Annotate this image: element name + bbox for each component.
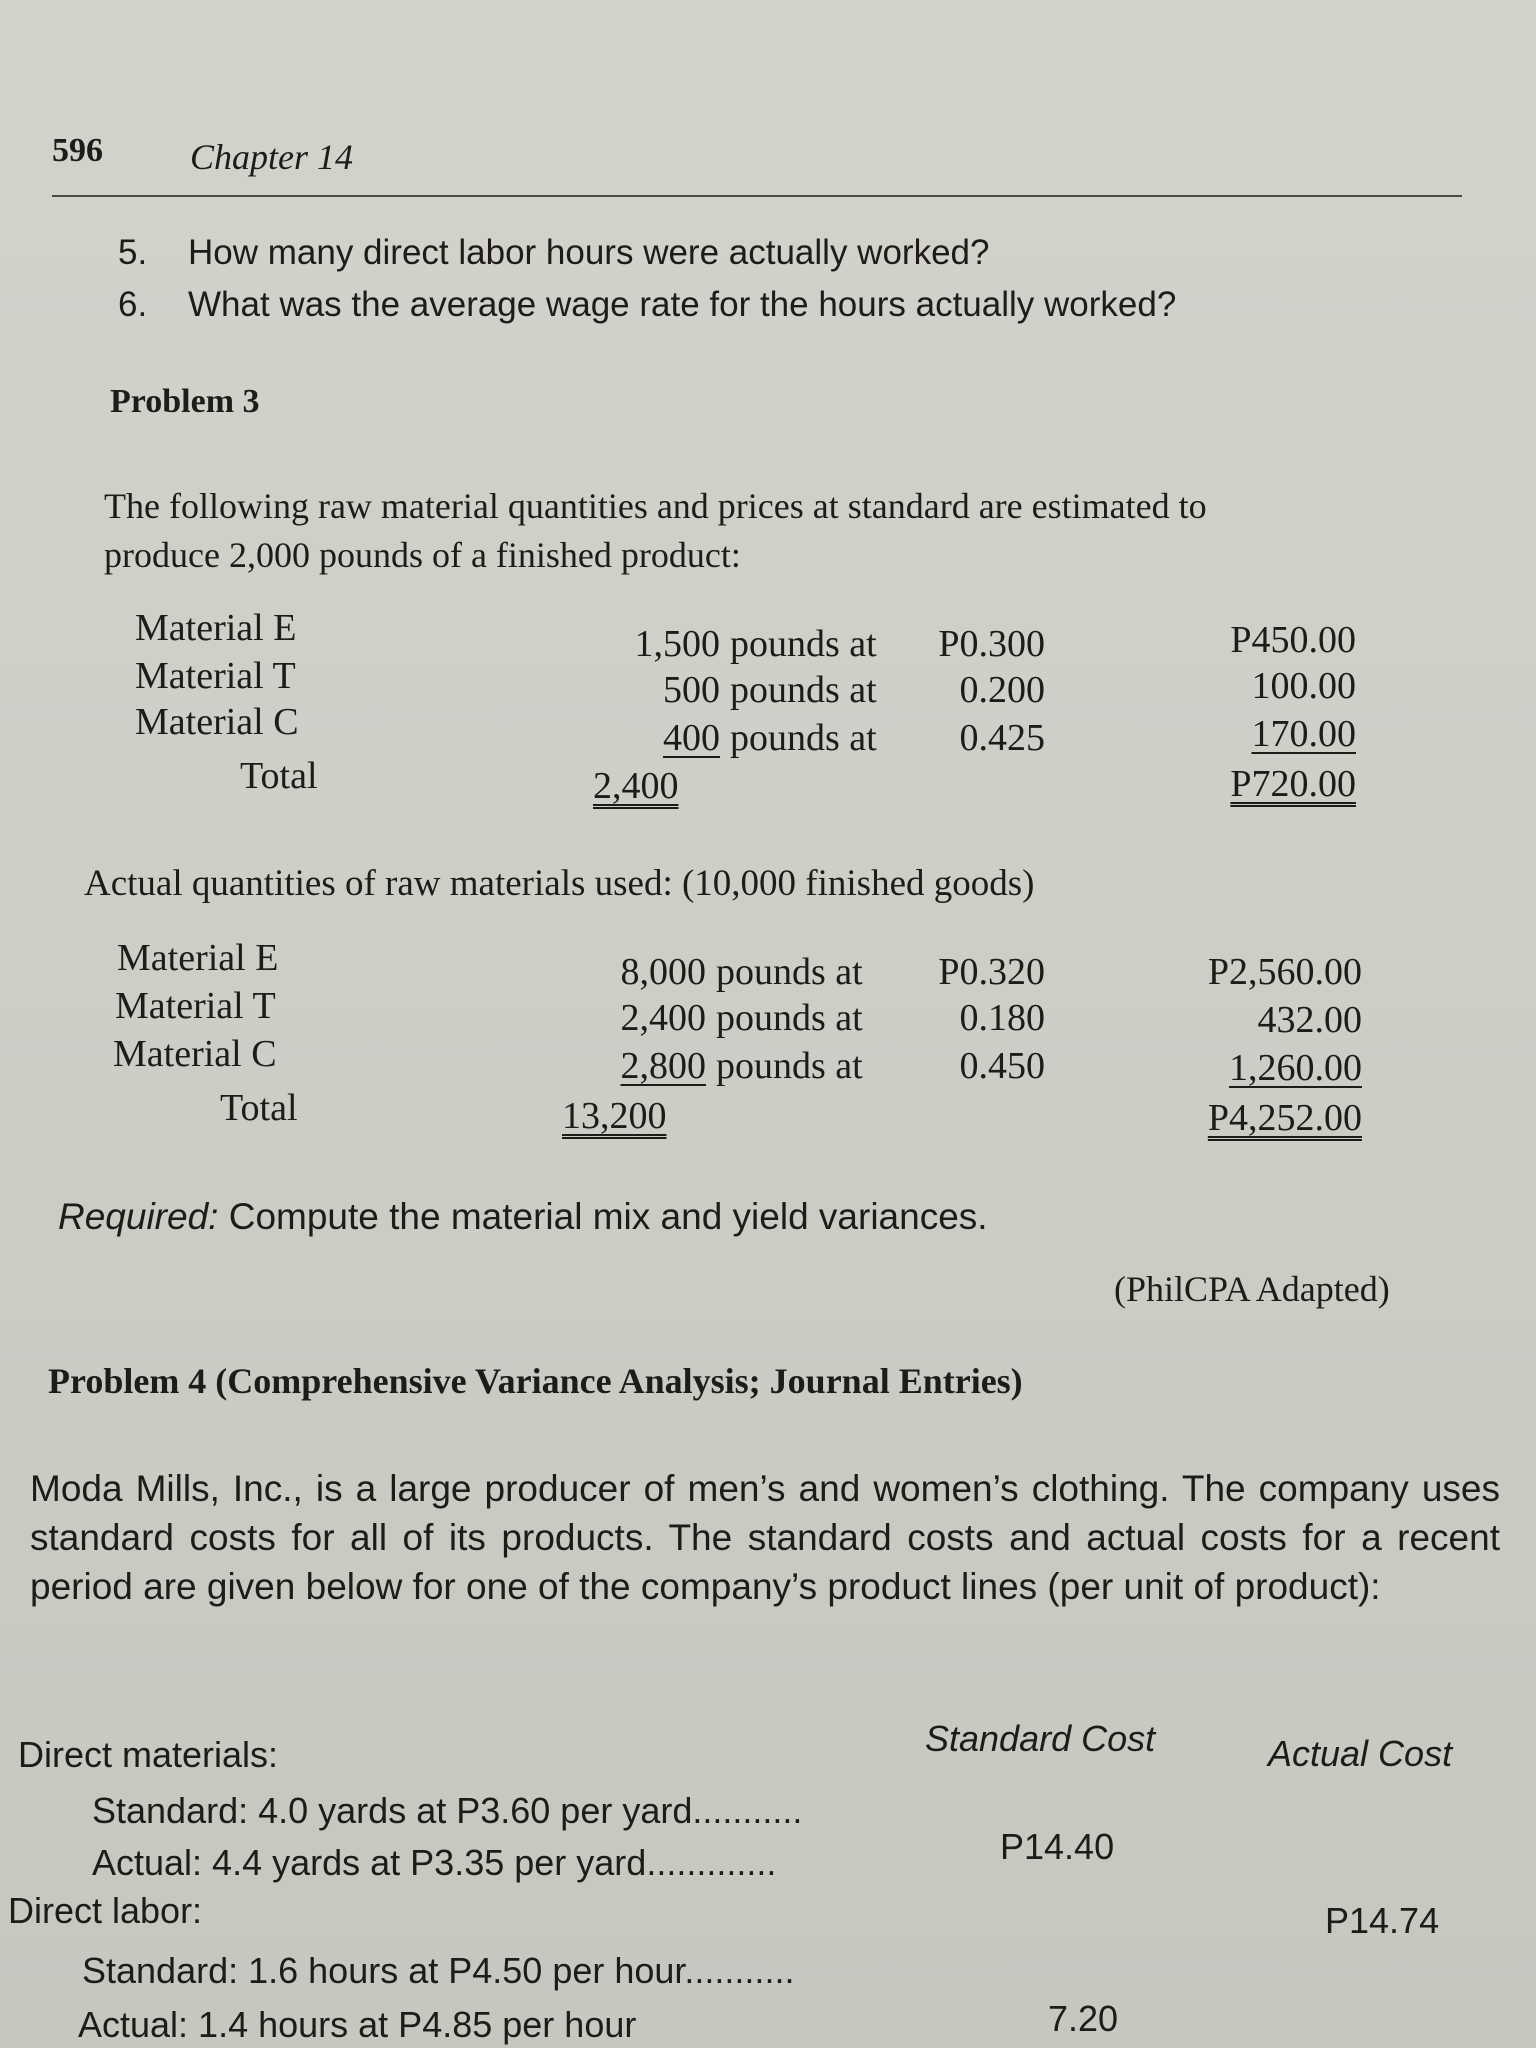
material-name: Material T — [115, 985, 276, 1027]
amount: P450.00 — [1230, 619, 1356, 661]
dl-standard-text: Standard: 1.6 hours at P4.50 per hour — [82, 1950, 685, 1991]
amount: 170.00 — [1251, 713, 1356, 755]
problem-3-title: Problem 3 — [110, 383, 260, 420]
unit-text: pounds at — [730, 717, 877, 759]
chapter-title: Chapter 14 — [190, 137, 354, 177]
unit-text: pounds at — [716, 1045, 863, 1087]
quantity: 2,400 — [620, 997, 706, 1039]
direct-materials-label: Direct materials: — [18, 1734, 279, 1775]
unit-text: pounds at — [716, 997, 863, 1039]
material-name: Material C — [135, 701, 299, 743]
total-quantity: 2,400 — [593, 765, 679, 807]
actual-quantities-heading: Actual quantities of raw materials used: (10,000 finished goods) — [84, 863, 1035, 904]
dm-standard-line — [92, 1790, 802, 1832]
problem-4-paragraph: Moda Mills, Inc., is a large producer of men’s and women’s clothing. The company uses standard costs for all of its products. The standard costs and actual costs for a recent period are given below for one of the company’s product lines (per unit of product): — [30, 1468, 1500, 1607]
unit-text: pounds at — [730, 669, 877, 711]
problem-4-title: Problem 4 (Comprehensive Variance Analysis; Journal Entries) — [48, 1361, 1023, 1401]
dl-standard-line — [82, 1950, 794, 1992]
amount: P2,560.00 — [1207, 951, 1362, 993]
material-name: Material C — [113, 1033, 277, 1075]
total-label: Total — [240, 755, 318, 797]
unit-price: P0.320 — [938, 951, 1045, 993]
question-6 — [118, 285, 1176, 325]
unit-price: 0.180 — [959, 997, 1045, 1039]
dm-actual-line — [92, 1842, 776, 1884]
problem-3-intro-line-2: produce 2,000 pounds of a finished product: — [104, 535, 741, 575]
quantity: 8,000 — [620, 951, 706, 993]
quantity: 1,500 — [634, 623, 720, 665]
unit-text: pounds at — [716, 951, 863, 993]
quantity: 500 — [663, 669, 720, 711]
amount: 100.00 — [1251, 665, 1356, 707]
dm-standard-cost: P14.40 — [1000, 1826, 1115, 1867]
material-name: Material E — [135, 607, 297, 649]
question-5 — [118, 233, 989, 273]
dm-standard-text: Standard: 4.0 yards at P3.60 per yard — [92, 1790, 693, 1831]
total-amount: P720.00 — [1230, 763, 1356, 805]
dl-standard-cost: 7.20 — [1048, 1998, 1119, 2039]
dm-actual-cost: P14.74 — [1325, 1900, 1440, 1941]
source-note: (PhilCPA Adapted) — [1114, 1269, 1390, 1309]
question-text: What was the average wage rate for the hours actually worked? — [188, 285, 1177, 324]
actual-cost-column-header: Actual Cost — [1268, 1733, 1453, 1774]
header-rule — [52, 195, 1462, 197]
required-statement — [58, 1196, 988, 1238]
dm-actual-text: Actual: 4.4 yards at P3.35 per yard — [92, 1842, 647, 1883]
leader-dots: ........... — [692, 1790, 803, 1831]
quantity: 2,800 — [620, 1045, 706, 1087]
total-amount: P4,252.00 — [1207, 1097, 1362, 1139]
question-number: 5. — [118, 233, 148, 272]
unit-price: 0.450 — [959, 1045, 1045, 1087]
unit-price: P0.300 — [938, 623, 1045, 665]
unit-price: 0.425 — [959, 717, 1045, 759]
material-name: Material E — [117, 937, 279, 979]
dl-actual-line: Actual: 1.4 hours at P4.85 per hour — [78, 2004, 637, 2045]
problem-3-intro-line-1: The following raw material quantities and prices at standard are estimated to — [104, 486, 1207, 526]
unit-price: 0.200 — [959, 669, 1045, 711]
quantity: 400 — [663, 717, 720, 759]
required-text: Compute the material mix and yield variances. — [228, 1196, 988, 1237]
unit-text: pounds at — [730, 623, 877, 665]
total-quantity: 13,200 — [562, 1095, 667, 1137]
amount: 1,260.00 — [1229, 1047, 1362, 1089]
question-text: How many direct labor hours were actually worked? — [188, 233, 990, 272]
leader-dots: ............. — [646, 1842, 777, 1883]
total-label: Total — [220, 1087, 298, 1129]
leader-dots: ........... — [684, 1950, 795, 1991]
standard-cost-column-header: Standard Cost — [925, 1718, 1156, 1759]
amount: 432.00 — [1257, 999, 1362, 1041]
question-number: 6. — [118, 285, 148, 324]
required-label: Required: — [58, 1196, 219, 1237]
page-number: 596 — [52, 132, 103, 169]
material-name: Material T — [135, 655, 296, 697]
direct-labor-label: Direct labor: — [8, 1890, 203, 1931]
